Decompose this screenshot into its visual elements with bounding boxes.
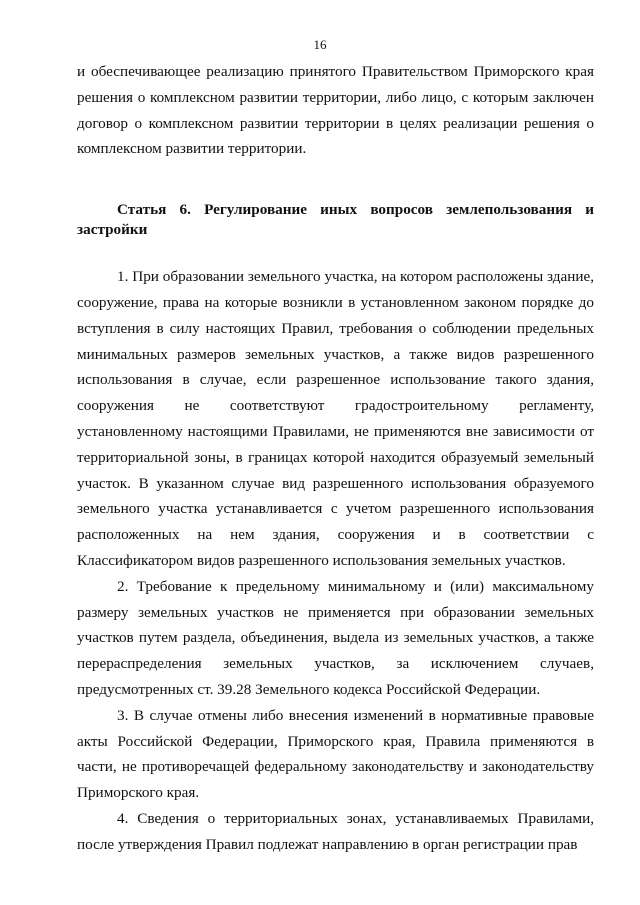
paragraph-1: 1. При образовании земельного участка, на котором расположены здание, сооружение, права на которые возникли в установленном законом порядке до вступления в силу настоящих Правил, требования о соблюдении предельных минимальных размеров земельных участков, а также видов разрешенного использования в случае, если разрешенное использование такого здания, сооружения не соответствуют градостроительному регламенту, установленному настоящими Правилами, не применяются вне зависимости от территориальной зоны, в границах которой находится образуемый земельный участок. В указанном случае вид разрешенного использования образуемого земельного участка устанавливается с учетом разрешенного использования расположенных на нем здания, сооружения и в соответствии с Классификатором видов разрешенного использования земельных участков. — [77, 268, 594, 569]
paragraph-3: 3. В случае отмены либо внесения изменений в нормативные правовые акты Российской Федерации, Приморского края, Правила применяются в части, не противоречащей федеральному законодательству и законодательству Приморского края. — [77, 706, 594, 802]
page-number: 16 — [313, 37, 327, 52]
intro-paragraph: и обеспечивающее реализацию принятого Правительством Приморского края решения о комплексном развитии территории, либо лицо, с которым заключен договор о комплексном развитии территории в целях реализации решения о комплексном развитии территории. — [77, 63, 594, 158]
article-heading: Статья 6. Регулирование иных вопросов землепользования и застройки — [77, 201, 594, 238]
paragraph-4: 4. Сведения о территориальных зонах, устанавливаемых Правилами, после утверждения Правил подлежат направлению в орган регистрации прав — [77, 809, 594, 853]
document-body — [77, 59, 594, 858]
paragraph-2: 2. Требование к предельному минимальному и (или) максимальному размеру земельных участков не применяется при образовании земельных участков путем раздела, объединения, выдела из земельных участков, а также перераспределения земельных участков, за исключением случаев, предусмотренных ст. 39.28 Земельного кодекса Российской Федерации. — [77, 577, 594, 698]
